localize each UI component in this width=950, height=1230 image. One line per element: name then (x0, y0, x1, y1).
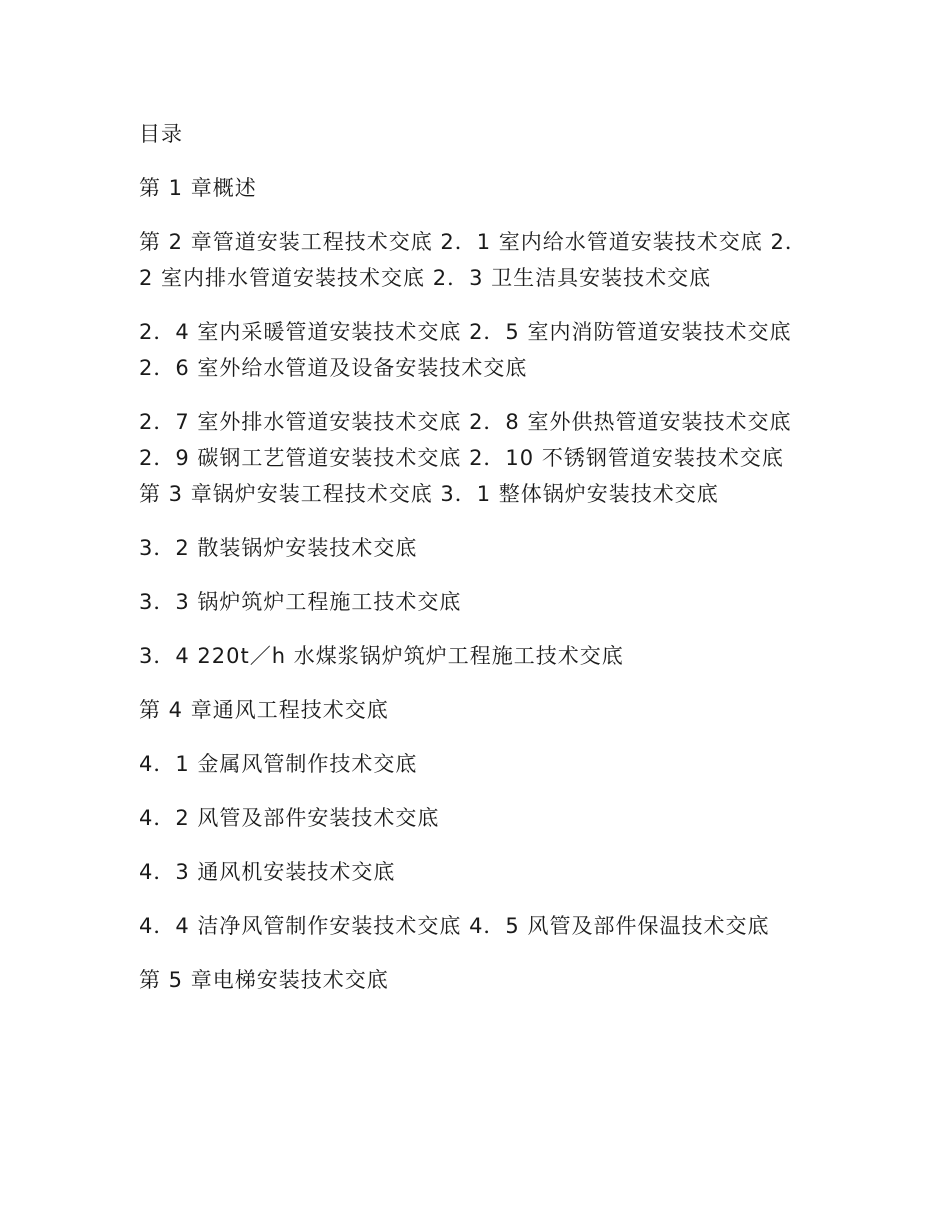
toc-entry-4-1: 4．1 金属风管制作技术交底 (139, 752, 418, 776)
toc-entry-3-2: 3．2 散装锅炉安装技术交底 (139, 536, 418, 560)
toc-entry-chapter-5: 第 5 章电梯安装技术交底 (139, 968, 389, 992)
toc-entry-2-7: 2．7 室外排水管道安装技术交底 2．8 室外供热管道安装技术交底 2．9 碳钢工艺管道安装技术交底 2．10 不锈钢管道安装技术交底 第 3 章锅炉安装工程技术交底 3．1 整体锅炉安装技术交底 (139, 410, 792, 506)
toc-entry-4-2: 4．2 风管及部件安装技术交底 (139, 806, 440, 830)
toc-entry-chapter-2: 第 2 章管道安装工程技术交底 2．1 室内给水管道安装技术交底 2．2 室内排水管道安装技术交底 2．3 卫生洁具安装技术交底 (139, 230, 807, 290)
table-of-contents (139, 116, 811, 1016)
toc-entry-chapter-1: 第 1 章概述 (139, 176, 257, 200)
toc-entry-chapter-4: 第 4 章通风工程技术交底 (139, 698, 389, 722)
toc-entry-4-4: 4．4 洁净风管制作安装技术交底 4．5 风管及部件保温技术交底 (139, 914, 770, 938)
toc-entry-3-4: 3．4 220t／h 水煤浆锅炉筑炉工程施工技术交底 (139, 644, 624, 668)
toc-entry-2-4: 2．4 室内采暖管道安装技术交底 2．5 室内消防管道安装技术交底 2．6 室外给水管道及设备安装技术交底 (139, 320, 792, 380)
toc-title: 目录 (139, 122, 183, 146)
toc-entry-4-3: 4．3 通风机安装技术交底 (139, 860, 396, 884)
toc-entry-3-3: 3．3 锅炉筑炉工程施工技术交底 (139, 590, 462, 614)
